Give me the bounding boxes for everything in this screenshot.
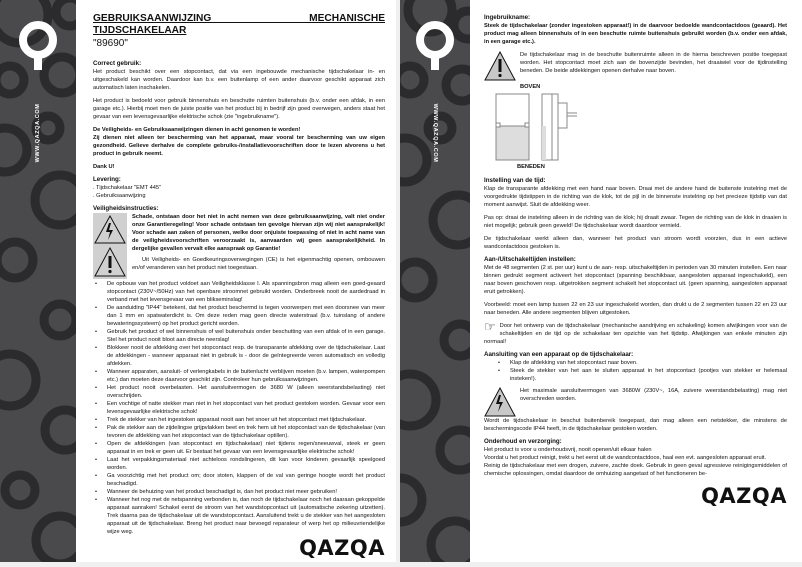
safety-bullet: • De opbouw van het product voldoet aan Veiligheidsklasse I. Als spanningsbron mag alleen een goed-geaard stopcontact (230V~/50Hz) van het openbare stroomnet gebruikt worden. Onderbreek nooit de aardedraad in verband met het levensgevaar van een blikseminslag!	[93, 280, 385, 304]
install-heading: Ingebruikname:	[484, 14, 531, 21]
safety-bullet: • Het product nooit overbelasten. Het aansluitvermogen de 3680 W (alleen weerstandsbelasting) niet overschrijden.	[93, 384, 385, 400]
note-text: Door het ontwerp van de tijdschakelaar (mechanische aandrijving en schakeling) komen afwijkingen voor van de schakeltijden en de tijd op de schakelaar ten opzichte van het tijdstip. Afwijkingen van enkele minuten zijn normaal!	[484, 323, 787, 345]
qazqa-logo: QAZQA	[701, 484, 787, 508]
onoff-heading: Aan-/Uitschakeltijden instellen:	[484, 256, 576, 263]
correct-use-text-2: Het product is bedoeld voor gebruik binnenshuis en beschutte ruimten buitenshuis (b.v. onder een afdak, in een garage etc.). Hierbij moet men de juiste positie van het product bij in bedrijf zijn goed overwegen, anders staat het gevaar van een levensgevaarlijke elektrische schok (zie "ingebruikname").	[93, 98, 385, 120]
care-heading: Onderhoud en verzorging:	[484, 438, 562, 445]
website-label: WWW.QAZQA.COM	[35, 103, 41, 163]
safety-bullet: • De aanduiding "IP44" betekent, dat het product beschermd is tegen voorwerpen met een doorsnee van meer dan 1 mm en spatwaterdicht is. Om deze reden mag geen directe waterstraal (b.v. tuinslang of andere bewateringssysteem) op het product gericht worden.	[93, 304, 385, 328]
delivery-heading: Levering:	[93, 176, 121, 183]
decorative-band-right	[400, 0, 470, 562]
safety-bullet: • Gebruik het product of wel binnenshuis of wel buitenshuis onder beschutting van een afdak of in een garage. Stel het product nooit bloot aan directe neerslag!	[93, 328, 385, 344]
correct-use-text: Het product beschikt over een stopcontact, dat via een ingebouwde mechanische tijdschakelaar in- en uitgeschakeld kan worden. Daardoor kan b.v. een buitenlamp of een ander daarvoor geschikt apparaat zich automatisch laten inschakelen.	[93, 69, 385, 91]
ce-text: Uit Veiligheids- en Goedkeuringsoverwegingen (CE) is het eigenmachtig openen, ombouwen en/of veranderen van het product niet toegestaan.	[132, 257, 385, 271]
website-label: WWW.QAZQA.COM	[432, 103, 438, 163]
safety-note-detail: Zij dienen niet alleen ter bescherming van het apparaat, maar vooral ter bescherming van uw eigen gezondheid. Gelieve derhalve de complete gebruiks-/installatievoorschriften door te lezen alvorens u het product in gebruik neemt.	[93, 135, 385, 157]
safety-bullet-list	[93, 280, 385, 536]
qazqa-logo: QAZQA	[299, 536, 385, 560]
document-title: GEBRUIKSAANWIJZING MECHANISCHE TIJDSCHAKELAAR	[93, 13, 385, 36]
electric-shock-warning-icon	[484, 387, 516, 417]
warning-icons-panel	[93, 213, 127, 279]
warning-text: Schade, ontstaan door het niet in acht nemen van deze gebruiksaanwijzing, valt niet onder onze Garantieregeling! Voor schade ontstaan ten gevolge hiervan zijn wij niet aansprakelijk! Voor schade aan zaken of personen, welke door onjuiste toepassing of niet in acht name van de veiligheidsvoorschriften veroorzaakt is, aanvaarden wij geen aansprakelijkheid. In dergelijke gevallen vervalt elke aanspraak op Garantie!	[132, 214, 385, 252]
onoff-text-2: Voorbeeld: moet een lamp tussen 22 en 23 uur ingeschakeld worden, dan drukt u de 2 segmenten tussen 22 en 23 uur naar beneden. Alle andere segmenten blijven uitgestoken.	[484, 302, 787, 316]
delivery-item: . Gebruiksaanwijzing	[93, 193, 146, 199]
warning-block	[93, 213, 385, 279]
time-text-2: Pas op: draai de instelring alleen in de richting van de klok; hij draait zwaar. Tegen de richting van de klok in draaien is niet mogelijk; gebruik geen geweld! De tijdschakelaar wordt daardoor vernield.	[484, 215, 787, 229]
position-text: De tijdschakelaar mag in de beschutte buitenruimte alleen in de hierna beschreven positie toegepast worden. Het stopcontact moet zich aan de bovenzijde bevinden, het draaiwiel voor de tijdinstelling beneden. De beide afdekkingen openen derhalve naar boven.	[520, 52, 787, 74]
power-text: Het maximale aansluitvermogen van 3680W (230V~, 16A, zuivere weerstandsbelasting) mag niet overschreden worden.	[520, 388, 787, 402]
safety-bullet: • Laat het verpakkingsmateriaal niet achteloos rondslingeren, dit kan voor kinderen gevaarlijk speelgoed worden.	[93, 456, 385, 472]
connect-heading: Aansluiting van een apparaat op de tijdschakelaar:	[484, 351, 634, 358]
left-column	[93, 13, 385, 560]
delivery-item: . Tijdschakelaar "EMT 445"	[93, 185, 162, 191]
safety-bullet: • Pak de stekker aan de zijdelingse grijpvlakken beet en trek hem uit het stopcontact van de tijdschakelaar (van tevoren de afdekking van het stopcontact van de tijdschakelaar optillen).	[93, 424, 385, 440]
care-text: Voordat u het product reinigt, trekt u het eerst uit de wandcontactdoos, haal een evt. aangesloten apparaat eruit.	[484, 455, 767, 461]
device-orientation-diagram	[495, 93, 585, 161]
caution-warning-icon	[484, 51, 516, 81]
onoff-text-1: Met de 48 segmenten (2 st. per uur) kunt u de aan- resp. uitschakeltijden in perioden van 30 minuten instellen. Een naar binnen gedrukt segment activeert het stopcontact (spanning beschikbaar, aangesloten apparaat ingeschakeld), een naar boven geschoven resp. uitgetrokken segment schakelt het stopcontact uit. (geen spanning, aangesloten apparaat eruit getrokken).	[484, 265, 787, 295]
safety-heading: Veiligheidsinstructies:	[93, 205, 159, 212]
device-orientation-figure	[484, 83, 787, 173]
product-code: "89690"	[93, 38, 128, 49]
qazqa-logo-mark	[0, 18, 76, 98]
safety-bullet: • Open de afdekkingen (van stopcontact en tijdschakelaar) niet tijdens regen/sneeuwval, steek er geen apparaat in en trek er geen uit. Er bestaat het gevaar van een levensgevaarlijke elektrische schok!	[93, 440, 385, 456]
safety-bullet: • Wanneer het nog met de netspanning verbonden is, dan noch de tijdschakelaar noch het daaraan gekoppelde apparaat aanraken! Schakel eerst de stroom van het wandstopcontact uit (automatische zekering uitzetten). Trek daarna pas de tijdschakelaar uit de wandstopcontact. Aansluitend trekt u de stekker van het aangesloten apparaat uit de tijdschakelaar. Breng het product naar bevoegd reparateur of werp het op milieuvriendelijke wijze weg.	[93, 496, 385, 536]
install-text: Steek de tijdschakelaar (zonder ingestoken apparaat!) in de daarvoor bedoelde wandcontactdoos (geaard). Het product mag alleen binnenshuis of in een beschutte ruimte buitenshuis gebruikt worden (b.v. onder een afdak, in een garage etc.).	[484, 23, 787, 45]
safety-bullet: • Wanneer de behuizing van het product beschadigd is, dan het product niet meer gebruiken!	[93, 488, 385, 496]
care-text: Het product is voor u onderhoudsvrij, nooit openen/uit elkaar halen	[484, 447, 652, 453]
power-text-2: Wordt de tijdschakelaar in beschut buitenbereik toegepast, dan mag alleen een netstekker, die minstens de beschermingscode IP44 heeft, in de tijdschakelaar gestoken worden.	[484, 418, 787, 432]
time-text-1: Klap de transparante afdekking met een hand naar boven. Draai met de andere hand de buitenste instelring met de voorgedrukte tijdstippen in de richting van de klok, tot de pijl in de binnenste instelring op het precieze tijdstip van dat moment aanwijst. Sluit de afdekking weer.	[484, 186, 787, 208]
safety-bullet: • Blokkeer nooit de afdekking over het stopcontact resp. de transparante afdekking over de tijdschakelaar. Laat de afdekkingen - wanneer apparaat niet in gebruik is - door de geïntegreerde veren automatisch en volledig afdekken.	[93, 344, 385, 368]
label-bottom: BENEDEN	[517, 164, 545, 170]
connect-step: • Steek de stekker van het aan te sluiten apparaat in het stopcontact (pootjes van stekker er helemaal insteken!).	[496, 367, 787, 383]
connect-step: • Klap de afdekking van het stopcontact naar boven.	[496, 359, 787, 367]
qazqa-logo-mark	[400, 18, 470, 98]
safety-bullet: • Trek de stekker van het ingestoken apparaat nooit aan het snoer uit het stopcontact met tijdschakelaar.	[93, 416, 385, 424]
safety-bullet: • Wanneer apparaten, aansluit- of verlengkabels in de buitenlucht verblijven moeten (b.v. lampen, waterpompen etc.) dan moeten deze daarvoor geschikt zijn. Controleer hun gebruiksaanwijzingen.	[93, 368, 385, 384]
time-heading: Instelling van de tijd:	[484, 177, 546, 184]
time-text-3: De tijdschakelaar werkt alleen dan, wanneer het product van stroom wordt voorzien, dus in een actieve wandcontactdoos gestoken is.	[484, 236, 787, 250]
decorative-band-left	[0, 0, 76, 562]
electric-shock-warning-icon	[93, 213, 127, 279]
right-column	[484, 14, 787, 508]
thanks-text: Dank U!	[93, 164, 115, 170]
pointing-hand-icon: ☞	[484, 319, 496, 334]
correct-use-heading: Correct gebruik:	[93, 60, 142, 67]
safety-bullet: • Ga voorzichtig met het product om; door stoten, klappen of de val van geringe hoogte wordt het product beschadigd.	[93, 472, 385, 488]
label-top: BOVEN	[520, 84, 541, 90]
care-text: Reinig de tijdschakelaar met een drogen, zuivere, zachte doek. Gebruik in geen geval agressieve reinigingsmiddelen of chemische oplossingen, omdat daardoor de omhuizing aangetast of het functioneren be-	[484, 463, 787, 477]
safety-bullet: • Een vochtige of natte stekker man niet in het stopcontact van het product gestoken worden. Gevaar voor een levensgevaarlijke elektrische schok!	[93, 400, 385, 416]
safety-note: De Veiligheids- en Gebruiksaanwijzingen dienen in acht genomen te worden!	[93, 127, 301, 133]
